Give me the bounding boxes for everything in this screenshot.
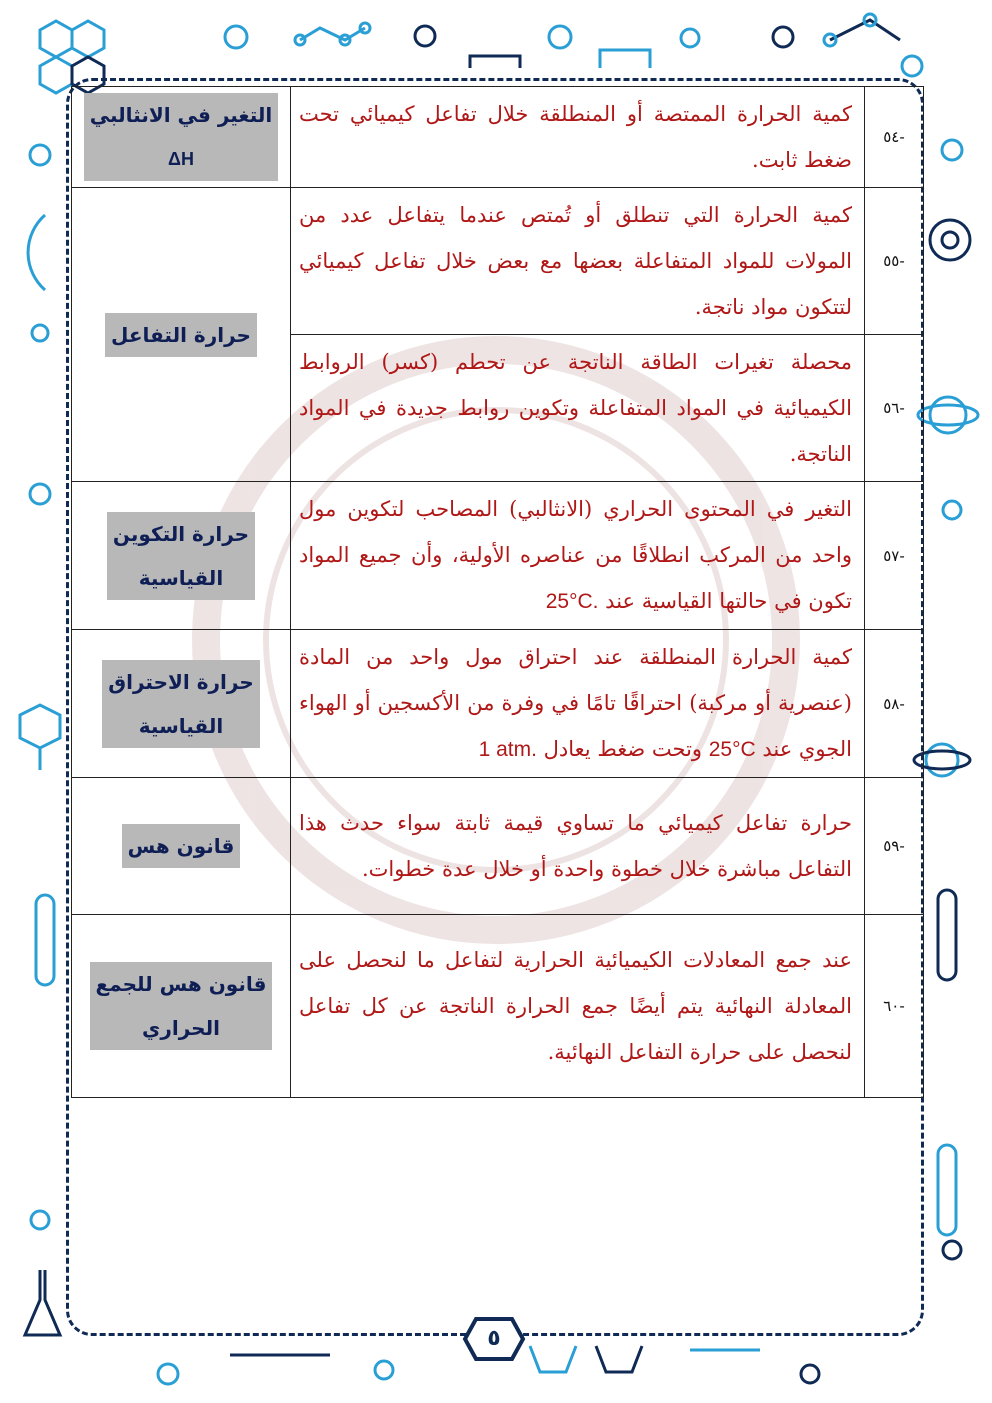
page-number: ٥ [487,1326,501,1351]
table-row [72,630,924,778]
definition-cell: محصلة تغيرات الطاقة الناتجة عن تحطم (كسر) الروابط الكيميائية في المواد المتفاعلة وتكوين روابط جديدة في المواد الناتجة. [291,335,865,482]
definition-cell: عند جمع المعادلات الكيميائية الحرارية لتفاعل ما لنحصل على المعادلة النهائية يتم أيضًا جمع الحرارة الناتجة عن كل تفاعل لنحصل على حرارة التفاعل النهائية. [291,915,865,1098]
row-number: -٥٨ [865,630,924,778]
term-label: حرارة التكوين القياسية [107,512,255,600]
row-number: -٥٦ [865,335,924,482]
table-row [72,778,924,915]
term-cell [72,482,291,630]
table-row [72,188,924,335]
term-cell [72,630,291,778]
definition-cell: حرارة تفاعل كيميائي ما تساوي قيمة ثابتة سواء حدث هذا التفاعل مباشرة خلال خطوة واحدة أو خلال عدة خطوات. [291,778,865,915]
temperature-value: 25°C [708,738,756,761]
term-cell [72,915,291,1098]
term-label: قانون هس [122,824,241,868]
term-cell [72,778,291,915]
delta-h-symbol: ΔH [168,149,194,169]
row-number: -٥٥ [865,188,924,335]
glossary-table [71,86,924,1098]
term-cell [72,188,291,482]
row-number: -٥٧ [865,482,924,630]
table-row [72,482,924,630]
page-number-badge [462,1316,526,1362]
definition-cell: كمية الحرارة المنطلقة عند احتراق مول واحد من المادة (عنصرية أو مركبة) احتراقًا تامًا في وفرة من الأكسجين أو الهواء الجوي عند 25°C وتحت ضغط يعادل 1 atm. [291,630,865,778]
definition-cell: كمية الحرارة التي تنطلق أو تُمتص عندما يتفاعل عدد من المولات للمواد المتفاعلة بعضها مع بعض خلال تفاعل كيميائي لتتكون مواد ناتجة. [291,188,865,335]
term-label: حرارة الاحتراق القياسية [102,660,260,748]
term-cell [72,87,291,188]
table-row [72,87,924,188]
term-label: قانون هس للجمع الحراري [90,962,273,1050]
row-number: -٦٠ [865,915,924,1098]
row-number: -٥٤ [865,87,924,188]
definition-cell: التغير في المحتوى الحراري (الانثالبي) المصاحب لتكوين مول واحد من المركب انطلاقًا من عناصره الأولية، وأن جميع المواد تكون في حالتها القياسية عند 25°C. [291,482,865,630]
term-label: حرارة التفاعل [105,313,257,357]
row-number: -٥٩ [865,778,924,915]
pressure-value: 1 atm. [478,738,537,761]
table-row [72,915,924,1098]
temperature-value: 25°C. [545,590,599,613]
term-label: التغير في الانثالبي ΔH [84,93,279,181]
definition-cell: كمية الحرارة الممتصة أو المنطلقة خلال تفاعل كيميائي تحت ضغط ثابت. [291,87,865,188]
